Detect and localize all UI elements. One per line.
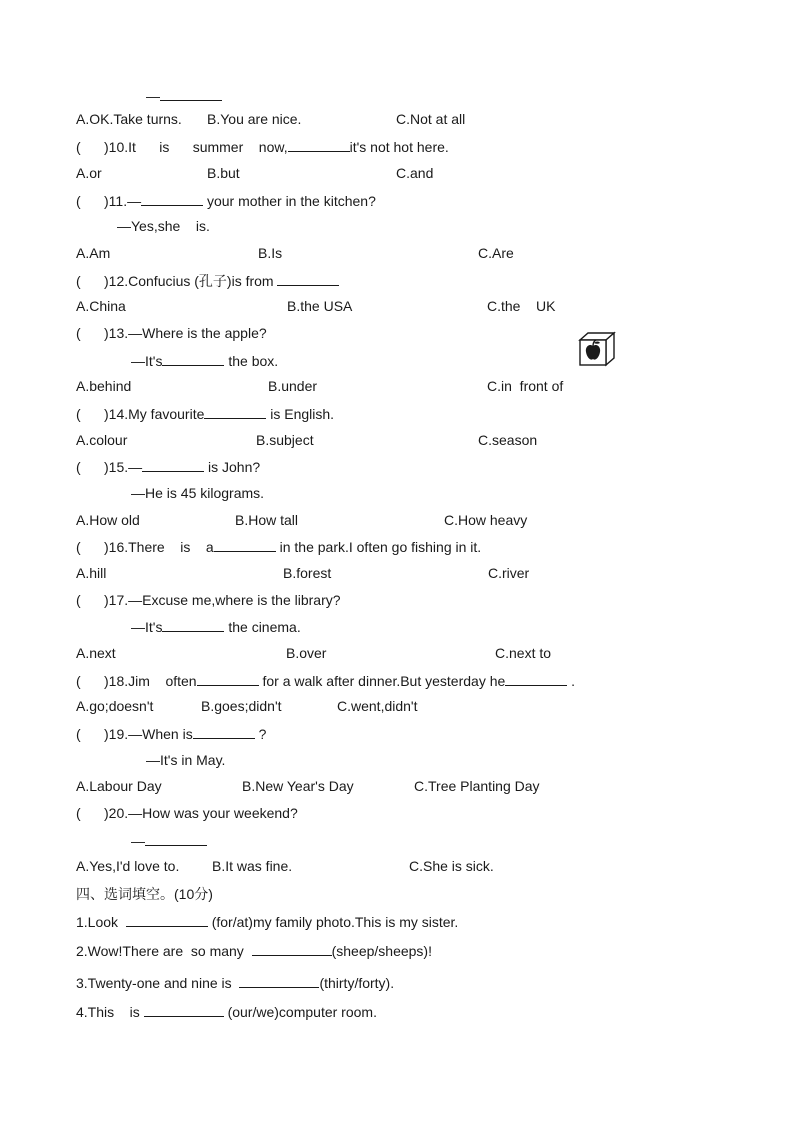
option-18-b: B.goes;didn't <box>201 698 282 714</box>
answer-blank[interactable] <box>214 537 276 552</box>
fill-item-4: 4.This is (our/we)computer room. <box>76 1004 377 1020</box>
option-17-a: A.next <box>76 645 116 661</box>
question-12: ( )12.Confucius (孔子)is from <box>76 271 339 289</box>
answer-blank[interactable] <box>204 404 266 419</box>
answer-blank[interactable] <box>252 941 332 956</box>
option-15-b: B.How tall <box>235 512 299 528</box>
fill-item-1: 1.Look (for/at)my family photo.This is my sister. <box>76 914 459 930</box>
answer-line-20: — <box>131 831 207 849</box>
option-10-a: A.or <box>76 165 102 181</box>
option-9-a: A.OK.Take turns. <box>76 111 182 127</box>
answer-blank[interactable] <box>142 457 204 472</box>
option-12-b: B.the USA <box>287 298 353 314</box>
answer-line-15: —He is 45 kilograms. <box>131 485 265 501</box>
option-12-a: A.China <box>76 298 126 314</box>
answer-line-11: —Yes,she is. <box>117 218 210 234</box>
answer-blank[interactable] <box>239 973 319 988</box>
option-13-b: B.under <box>268 378 318 394</box>
answer-line-17: —It's the cinema. <box>131 619 301 635</box>
answer-blank[interactable] <box>197 671 259 686</box>
question-17: ( )17.—Excuse me,where is the library? <box>76 592 341 608</box>
option-17-c: C.next to <box>495 645 552 661</box>
option-13-a: A.behind <box>76 378 132 394</box>
section-heading: 四、选词填空。(10分) <box>76 886 213 902</box>
option-15-a: A.How old <box>76 512 140 528</box>
answer-blank[interactable] <box>162 617 224 632</box>
option-16-a: A.hill <box>76 565 107 581</box>
question-20: ( )20.—How was your weekend? <box>76 805 298 821</box>
apple-in-box-icon <box>578 330 616 368</box>
option-16-b: B.forest <box>283 565 332 581</box>
answer-blank[interactable] <box>144 1002 224 1017</box>
option-18-c: C.went,didn't <box>337 698 418 714</box>
option-11-c: C.Are <box>478 245 514 261</box>
answer-line-9: — <box>146 86 222 104</box>
fill-item-2: 2.Wow!There are so many (sheep/sheeps)! <box>76 943 432 959</box>
question-14: ( )14.My favourite is English. <box>76 406 335 422</box>
answer-blank[interactable] <box>126 912 208 927</box>
answer-blank[interactable] <box>162 351 224 366</box>
option-15-c: C.How heavy <box>444 512 528 528</box>
question-18: ( )18.Jim often for a walk after dinner.But yesterday he . <box>76 673 576 689</box>
option-11-a: A.Am <box>76 245 111 261</box>
question-11: ( )11.— your mother in the kitchen? <box>76 193 376 209</box>
option-14-a: A.colour <box>76 432 128 448</box>
option-9-c: C.Not at all <box>396 111 466 127</box>
question-19: ( )19.—When is ? <box>76 726 267 742</box>
option-13-c: C.in front of <box>487 378 564 394</box>
answer-blank[interactable] <box>145 831 207 846</box>
option-19-c: C.Tree Planting Day <box>414 778 540 794</box>
answer-blank[interactable] <box>288 137 350 152</box>
option-9-b: B.You are nice. <box>207 111 302 127</box>
question-10: ( )10.It is summer now, it's not hot here. <box>76 139 449 155</box>
answer-blank[interactable] <box>193 724 255 739</box>
question-15: ( )15.— is John? <box>76 459 261 475</box>
answer-line-19: —It's in May. <box>146 752 226 768</box>
option-17-b: B.over <box>286 645 327 661</box>
option-10-c: C.and <box>396 165 434 181</box>
option-19-b: B.New Year's Day <box>242 778 354 794</box>
option-16-c: C.river <box>488 565 530 581</box>
answer-blank[interactable] <box>160 86 222 101</box>
question-16: ( )16.There is a in the park.I often go fishing in it. <box>76 539 482 555</box>
option-20-c: C.She is sick. <box>409 858 494 874</box>
option-11-b: B.Is <box>258 245 283 261</box>
option-10-b: B.but <box>207 165 240 181</box>
answer-line-13: —It's the box. <box>131 353 279 369</box>
fill-item-3: 3.Twenty-one and nine is (thirty/forty). <box>76 975 395 991</box>
answer-blank[interactable] <box>277 271 339 286</box>
question-13: ( )13.—Where is the apple? <box>76 325 267 341</box>
option-18-a: A.go;doesn't <box>76 698 154 714</box>
answer-blank[interactable] <box>141 191 203 206</box>
option-12-c: C.the UK <box>487 298 556 314</box>
option-20-b: B.It was fine. <box>212 858 293 874</box>
option-14-c: C.season <box>478 432 538 448</box>
option-20-a: A.Yes,I'd love to. <box>76 858 180 874</box>
option-14-b: B.subject <box>256 432 314 448</box>
answer-blank[interactable] <box>505 671 567 686</box>
option-19-a: A.Labour Day <box>76 778 162 794</box>
